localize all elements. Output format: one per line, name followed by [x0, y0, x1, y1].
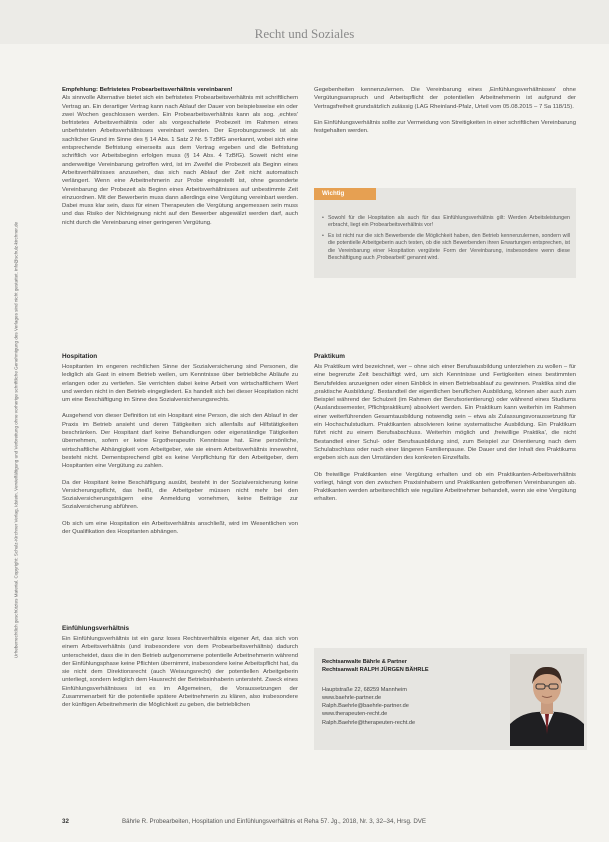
continuation-paragraph-1: Gegebenheiten kennenzulernen. Die Vereinbarung eines ‚Einfühlungsverhältnisses' ohne Vergütungsanspruch und Arbeitspflicht der potentiellen Arbeitnehmerin ist aufgrund der Vertragsfreiheit grundsätzlich zulässig (LAG Rheinland-Pfalz, Urteil vom 05.08.2015 – 7 Sa 118/15).	[314, 87, 576, 110]
copyright-side-note	[10, 80, 22, 800]
continuation-section	[314, 86, 576, 143]
important-list	[322, 215, 570, 265]
hospitation-heading: Hospitation	[62, 353, 98, 360]
website-link-2[interactable]: www.therapeuten-recht.de	[322, 711, 388, 718]
important-bullet: • Sowohl für die Hospitation als auch für das Einfühlungsverhältnis gilt: Werden Arbeitsleistungen erbracht, liegt ein Probearbeitsverhältnis vor!	[322, 215, 570, 230]
email-link-2[interactable]: Ralph.Baehrle@therapeuten-recht.de	[322, 719, 416, 726]
contact-details	[322, 658, 507, 727]
address: Hauptstraße 22, 68259 Mannheim	[322, 687, 407, 694]
important-bullet: • Es ist nicht nur die sich Bewerbende die Möglichkeit haben, den Betrieb kennenzulernen, sondern will die potentielle Arbeitgeberin auch testen, ob die sich Bewerbenden ihren Erwartungen entsprechen, ist die Vereinbarung einer Hospitation vergütete Form der Vereinbarung, insbesondere wenn diese Beschäftigung auch ‚Probearbeit' genannt wird.	[322, 233, 570, 263]
law-firm-name: Rechtsanwalte Bährle & Partner	[322, 659, 407, 665]
praktikum-paragraph-2: Ob freiwillige Praktikanten eine Vergütung erhalten und ob ein Praktikanten-Arbeitsverhältnis vorliegt, hängt von den zwischen Praxisinhabern und Praktikanten getroffenen Vereinbarungen ab. Praktikanten werden arbeitsrechtlich wie reguläre Arbeitnehmer behandelt, wenn sie eine Vergütung erhalten.	[314, 471, 576, 503]
intro-text: Als sinnvolle Alternative bietet sich ein befristetes Probearbeitsverhältnis mit schriftlichem Vertrag an. Ein derartiger Vertrag kann nach Ablauf der Dauer von beispielsweise ein oder zwei Wochen geschlossen werden. Ein Probearbeitsverhältnis kann als sog. ‚echtes' befristetes Arbeitsverhältnis oder als vorgeschaltete Probezeit im Rahmen eines unbefristeten Arbeitsverhältnisses vereinbart werden. Der Erprobungszweck ist als sachlicher Grund im Sinne des § 14 Abs. 1 Satz 2 Nr. 5 TzBfG anerkannt, wobei sich eine entsprechende Befristung einerseits aus dem Vertrag ergeben und die Befristung schriftlich vor Arbeitsbeginn erfolgen muss (§ 14 Abs. 4 TzBfG). Soweit nicht eine anderweitige Vereinbarung getroffen wird, ist im Zweifel die Probezeit als Beginn eines Arbeitsverhältnisses anzusehen, das sich nach Ablauf der Zeit nicht automatisch verlängert. Wenn eine Arbeitnehmerin zur Probe eingestellt ist, ohne gesonderte Vereinbarung der Probezeit als Beginn eines Arbeitsverhältnisses auf unbestimmte Zeit einzuordnen. Mit der Bewerberin muss dann allerdings eine Vergütung vereinbart werden. Dabei muss klar sein, dass für einen Therapeuten die Vergütung angemessen sein muss und das Risiko der Nichteignung nicht auf den Bewerber abgewälzt werden darf, auch nicht durch die Vereinbarung einer geringeren Vergütung.	[62, 95, 298, 226]
website-link[interactable]: www.baehrle-partner.de	[322, 695, 382, 702]
einfuehlung-heading: Einfühlungsverhältnis	[62, 625, 130, 632]
intro-section	[62, 86, 298, 235]
hospitation-paragraph-3: Da der Hospitant keine Beschäftigung ausübt, besteht in der Sozialversicherung keine Versicherungspflicht, das heißt, die Arbeitgeber müssen nicht mehr bei den Sozialversicherungsträgern eine Anmeldung vornehmen, keine Beiträge zur Sozialversicherung abführen.	[62, 479, 298, 511]
einfuehlung-section	[62, 624, 298, 718]
praktikum-section	[314, 352, 576, 512]
portrait-photo	[510, 654, 584, 746]
lawyer-name: Rechtsanwalt RALPH JÜRGEN BÄHRLE	[322, 667, 429, 674]
email-link[interactable]: Ralph.Baehrle@baehrle-partner.de	[322, 703, 409, 710]
important-label: Wichtig	[314, 188, 376, 200]
intro-paragraph	[62, 86, 298, 227]
hospitation-paragraph-2: Ausgehend von dieser Definition ist ein Hospitant eine Person, die sich den Ablauf in der Praxis im Betrieb ansieht und deren Tätigkeiten sich allenfalls auf Hilfstätigkeiten beschränken. Der Hospitant darf keine Behandlungen oder eigenständige Tätigkeiten übernehmen, sofern er keine Ergotherapeutin Kenntnisse hat. Eine persönliche, wirtschaftliche Abhängigkeit vom Arbeitgeber, wie sie einem Arbeitsverhältnis innewohnt, besteht nicht. Dementsprechend gibt es keine Verpflichtung für den Arbeitgeber, dem Hospitanten eine Vergütung zu zahlen.	[62, 413, 298, 470]
hospitation-paragraph-1: Hospitanten im engeren rechtlichen Sinne der Sozialversicherung sind Personen, die lediglich als Gast in einem Betrieb weilen, um Kenntnisse über betriebliche Abläufe zu erlangen oder zu vertiefen. Sie verrichten dabei keine Arbeit von wirtschaftlichem Wert und werden nicht in den Betrieb eingegliedert. Es handelt sich bei dieser Hospitation nicht um eine Beschäftigung im Sinne des Sozialversicherungsrechts.	[62, 364, 298, 404]
section-title: Recht und Soziales	[254, 26, 355, 41]
praktikum-paragraph-1: Als Praktikum wird bezeichnet, wer – ohne sich einer Berufsausbildung unterziehen zu wollen – für eine begrenzte Zeit beschäftigt wird, um sich Kenntnisse und Fertigkeiten eines bestimmten Berufsfeldes anzueignen oder einen Einblick in einen Betriebsablauf zu gewinnen. Praktika sind die ‚praktische Ausbildung'. Bestandteil der eigentlichen beruflichen Ausbildung, können aber auch zum Beispiel während der Schulzeit (im Rahmen der Berufsorientierung) oder während eines Studiums (Auslandssemester, Pflichtpraktikum) absolviert werden. Ein Praktikum kann weiterhin im Rahmen einer weiterführenden Gesamtausbildung notwendig sein – etwa als Zulassungsvoraussetzung für ein Hochschulstudium. Praktikanten absolvieren keine systematische Ausbildung. Ein Praktikum führt nicht zu einem Berufsabschluss. Weiterhin möglich und ‚freiwillige Praktika', die nicht Bestandteil einer Schul- oder Berufsausbildung sind, zum Beispiel zur Orientierung nach dem Schulabschluss oder nach einer längeren Familienpause. Die Dauer und der Inhalt des Praktikums ergeben sich aus den Umständen des konkreten Einzelfalls.	[314, 364, 576, 462]
side-note-text: Urheberrechtlich geschütztes Material. Copyright: Schulz-Kirchner Verlag, Idstein. Vervielfältigung und Verbreitung ohne vorherige schriftliche Genehmigung des Verlages sind nicht gestattet. info@schulz-kirchner.de	[13, 221, 19, 659]
citation: Bährle R. Probearbeiten, Hospitation und Einfühlungsverhältnis et Reha 57. Jg., 2018, Nr. 3, 32–34, Hrsg. DVE	[122, 818, 427, 825]
hospitation-section	[62, 352, 298, 544]
einfuehlung-paragraph: Ein Einfühlungsverhältnis ist ein ganz loses Rechtsverhältnis eigener Art, das sich von einem Arbeitsverhältnis (und insbesondere von dem Probearbeitsverhältnis) dadurch unterscheidet, dass die in den Betrieb aufgenommene potentielle Arbeitnehmerin während der Einfühlungsphase keine Pflichten übernimmt, insbesondere keine Arbeitspflicht hat, da sie nicht dem Direktionsrecht (auch Weisungsrecht) der potentiellen Arbeitgeberin unterliegt, sondern lediglich dem Hausrecht der Betriebsinhaberin untersteht. Zweck eines Einfühlungsverhältnisses ist es im Allgemeinen, die Voraussetzungen der Zusammenarbeit für die potentielle spätere Arbeitnehmerin zu klären, also insbesondere der künftigen Arbeitnehmerin die Möglichkeit zu geben, die betrieblichen	[62, 636, 298, 709]
important-box	[314, 188, 576, 278]
page-number: 32	[62, 818, 69, 825]
praktikum-heading: Praktikum	[314, 353, 345, 360]
intro-heading: Empfehlung: Befristetes Probearbeitsverhältnis vereinbaren!	[62, 87, 233, 93]
hospitation-paragraph-4: Ob sich um eine Hospitation ein Arbeitsverhältnis anschließt, wird im Wesentlichen von der Qualifikation des Hospitanten abhängen.	[62, 520, 298, 536]
author-contact-box	[314, 648, 587, 750]
continuation-paragraph-2: Ein Einfühlungsverhältnis sollte zur Vermeidung von Streitigkeiten in einer schriftlichen Vereinbarung festgehalten werden.	[314, 119, 576, 135]
